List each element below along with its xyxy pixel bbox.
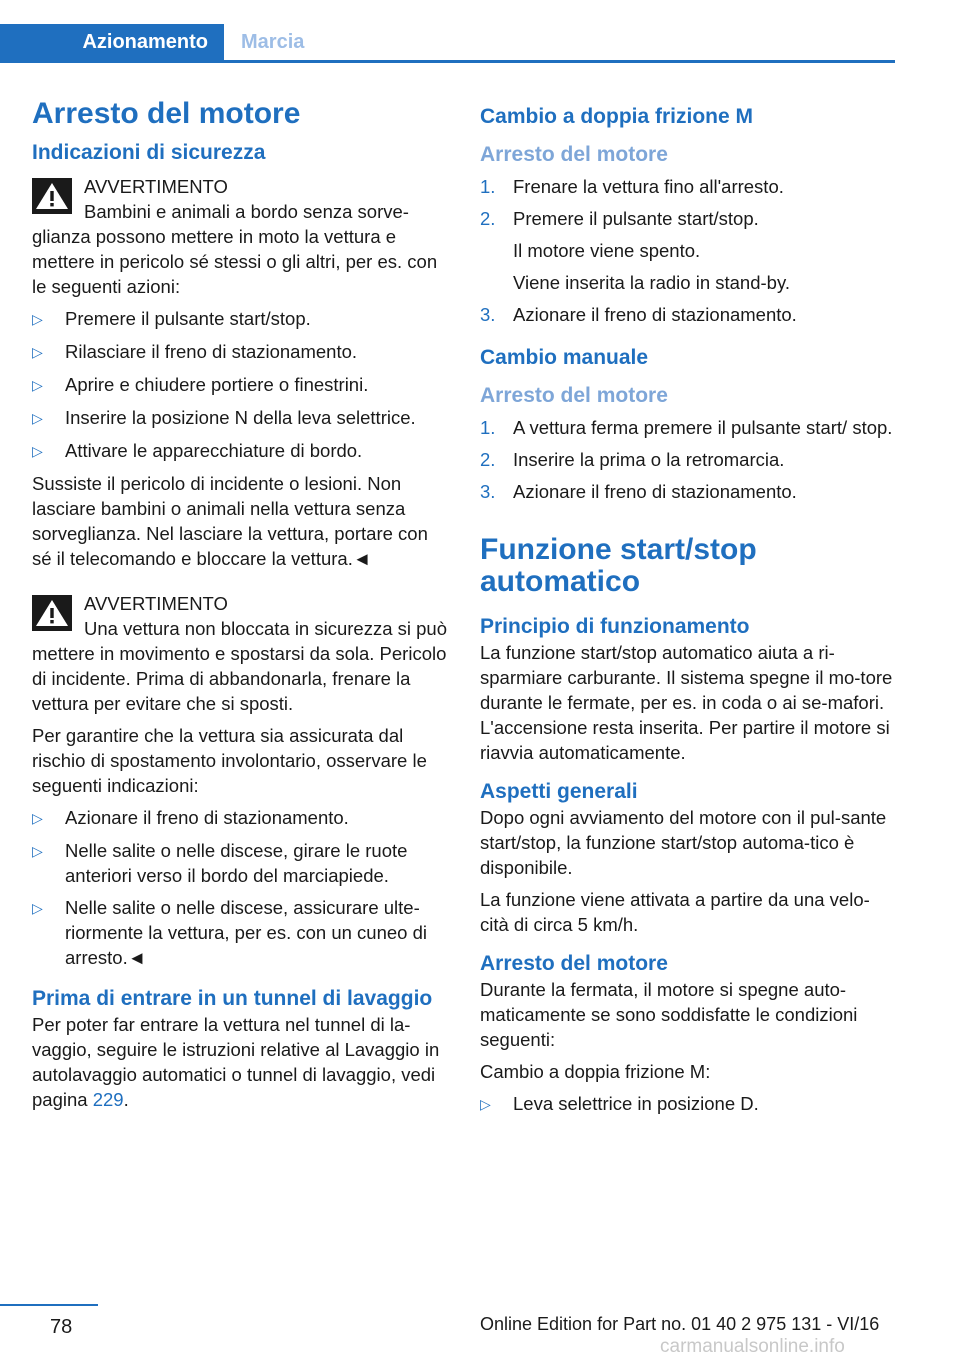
- step-text: Frenare la vettura fino all'arresto.: [513, 176, 784, 197]
- step-text: Azionare il freno di stazionamento.: [513, 481, 797, 502]
- section-heading: Principio di funzionamento: [480, 615, 750, 638]
- paragraph: La funzione start/stop automatico aiuta a ri-sparmiare carburante. Il sistema spegne il mo-tore durante le fermate, per es. in coda o ai se-mafori. L'accensione resta inserita. Per partire il motore si riavvia automaticamente.: [480, 642, 893, 763]
- warning-title: AVVERTIMENTO: [84, 593, 228, 614]
- triangle-bullet-icon: ▷: [32, 377, 43, 393]
- list-item-text: Leva selettrice in posizione D.: [513, 1093, 759, 1114]
- header-rule: [0, 60, 895, 63]
- step-note: Viene inserita la radio in stand-by.: [513, 272, 790, 293]
- right-column: [480, 98, 898, 1124]
- step-note: Il motore viene spento.: [513, 240, 701, 261]
- warning-block: [32, 172, 450, 199]
- paragraph-text: .: [123, 1089, 129, 1110]
- triangle-bullet-icon: ▷: [32, 443, 43, 459]
- paragraph: [32, 1012, 450, 1112]
- warning-triangle-icon: [32, 178, 72, 214]
- triangle-bullet-icon: ▷: [32, 311, 43, 327]
- tab-label: Marcia: [241, 31, 305, 53]
- section-heading: Prima di entrare in un tunnel di lavaggio: [32, 987, 433, 1010]
- triangle-bullet-icon: ▷: [480, 1096, 491, 1112]
- tab-marcia[interactable]: [241, 24, 304, 61]
- step-number: 2.: [480, 208, 496, 229]
- list-item: [32, 306, 450, 332]
- list-item-text: Aprire e chiudere portiere o finestrini.: [65, 374, 369, 395]
- paragraph: Cambio a doppia frizione M:: [480, 1061, 711, 1082]
- subsection-heading: Arresto del motore: [480, 384, 668, 407]
- warning-triangle-icon: [32, 595, 72, 631]
- step-item: [480, 174, 898, 199]
- left-column: [32, 98, 450, 1119]
- step-item: [480, 206, 898, 231]
- triangle-bullet-icon: ▷: [32, 810, 43, 826]
- step-number: 3.: [480, 481, 496, 502]
- page-title: Arresto del motore: [32, 97, 301, 130]
- page-link[interactable]: 229: [92, 1089, 124, 1110]
- edition-info: Online Edition for Part no. 01 40 2 975 131 - VI/16: [480, 1314, 880, 1334]
- page-number: 78: [50, 1316, 73, 1338]
- section-heading: Indicazioni di sicurezza: [32, 141, 266, 164]
- list-item-text: Inserire la posizione N della leva selettrice.: [65, 407, 416, 428]
- list-item: [32, 838, 450, 888]
- paragraph: Durante la fermata, il motore si spegne auto-maticamente se sono soddisfatte le condizioni seguenti:: [480, 979, 858, 1050]
- paragraph: Dopo ogni avviamento del motore con il pul-sante start/stop, la funzione start/stop automa-tico è disponibile.: [480, 807, 887, 878]
- step-number: 3.: [480, 304, 496, 325]
- step-number: 1.: [480, 176, 496, 197]
- watermark: carmanualsonline.info: [660, 1336, 845, 1357]
- subsection-heading: Arresto del motore: [480, 143, 668, 166]
- warning-block: [32, 589, 450, 616]
- triangle-bullet-icon: ▷: [32, 410, 43, 426]
- list-item: [32, 339, 450, 365]
- step-item: [480, 415, 898, 440]
- list-item: [32, 895, 450, 970]
- step-text: Premere il pulsante start/stop.: [513, 208, 759, 229]
- list-item-text: Nelle salite o nelle discese, girare le ruote anteriori verso il bordo del marciapiede.: [65, 840, 408, 886]
- warning-text: Una vettura non bloccata in sicurezza si può mettere in movimento e spostarsi da sola. Pericolo di incidente. Prima di abbandonarla, frenare la vettura per evitare che si sposti.: [32, 618, 448, 714]
- list-item: [32, 372, 450, 398]
- step-number: 1.: [480, 417, 496, 438]
- list-item-text: Rilasciare il freno di stazionamento.: [65, 341, 358, 362]
- list-item: [32, 438, 450, 464]
- footer-rule: [0, 1304, 98, 1306]
- section-heading: Arresto del motore: [480, 952, 668, 975]
- warning-text: Bambini e animali a bordo senza sorve-glianza possono mettere in moto la vettura e mettere in pericolo sé stessi o gli altri, per es. con le seguenti azioni:: [32, 201, 438, 297]
- list-item-text: Azionare il freno di stazionamento.: [65, 807, 349, 828]
- list-item-text: Attivare le apparecchiature di bordo.: [65, 440, 363, 461]
- list-item: [480, 1091, 898, 1117]
- triangle-bullet-icon: ▷: [32, 900, 43, 916]
- step-number: 2.: [480, 449, 496, 470]
- tab-azionamento[interactable]: [0, 24, 224, 61]
- step-text: Inserire la prima o la retromarcia.: [513, 449, 785, 470]
- list-item: [32, 405, 450, 431]
- list-item-text: Nelle salite o nelle discese, assicurare ulte-riormente la vettura, per es. con un cuneo di arresto.◄: [65, 897, 427, 968]
- section-heading: Aspetti generali: [480, 780, 638, 803]
- step-text: Azionare il freno di stazionamento.: [513, 304, 797, 325]
- paragraph: Per garantire che la vettura sia assicurata dal rischio di spostamento involontario, osservare le seguenti indicazioni:: [32, 725, 427, 796]
- step-text: A vettura ferma premere il pulsante start/ stop.: [513, 417, 893, 438]
- warning-title: AVVERTIMENTO: [84, 176, 228, 197]
- paragraph: La funzione viene attivata a partire da una velo-cità di circa 5 km/h.: [480, 889, 870, 935]
- triangle-bullet-icon: ▷: [32, 344, 43, 360]
- step-item: [480, 447, 898, 472]
- tab-label: Azionamento: [82, 31, 208, 53]
- list-item-text: Premere il pulsante start/stop.: [65, 308, 311, 329]
- triangle-bullet-icon: ▷: [32, 843, 43, 859]
- paragraph-text: Per poter far entrare la vettura nel tunnel di la-vaggio, seguire le istruzioni relative al Lavaggio in autolavaggio automatici o tunnel di lavaggio, vedi pagina: [32, 1014, 440, 1110]
- list-item: [32, 805, 450, 831]
- section-title: Funzione start/stop automatico: [480, 533, 757, 598]
- step-item: [480, 302, 898, 327]
- section-heading: Cambio a doppia frizione M: [480, 105, 754, 128]
- section-heading: Cambio manuale: [480, 346, 649, 369]
- step-item: [480, 479, 898, 504]
- paragraph: Sussiste il pericolo di incidente o lesioni. Non lasciare bambini o animali nella vettura senza sorveglianza. Nel lasciare la vettura, portare con sé il telecomando e bloccare la vettura.◄: [32, 473, 428, 569]
